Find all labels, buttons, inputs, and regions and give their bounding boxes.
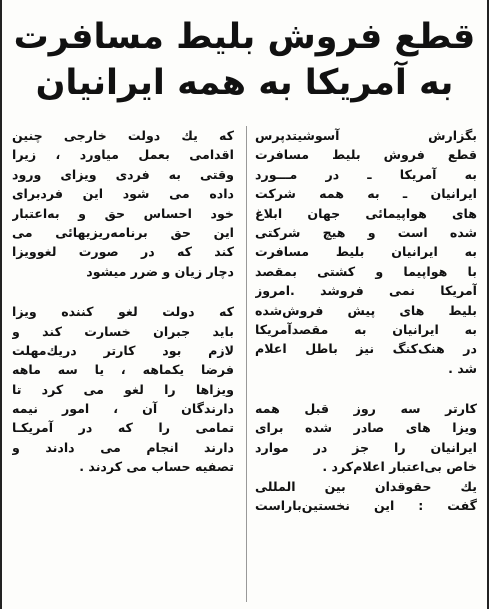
text-line: بگزارش آسوشیتدپرس — [255, 128, 477, 143]
headline-line-2: به آمریکا به همه ایرانیان — [35, 63, 454, 103]
column-divider — [246, 126, 247, 602]
text-line: لازم بود کارتر دریك‌مهلت — [12, 342, 234, 358]
text-line: باید جبران خسارت کند و — [12, 323, 234, 339]
text-line: دچار زیان و ضرر میشود — [86, 263, 234, 279]
paragraph-1 — [255, 126, 477, 378]
text-line: خود احساس حق و به‌اعتبار — [12, 205, 234, 221]
text-line: که دولت لغو کننده ویزا — [12, 304, 234, 320]
text-line: در هنک‌کنگ نیز باطل اعلام — [255, 341, 477, 357]
text-line: به ایرانیان به مقصدآمریکا — [255, 321, 477, 337]
text-line: دارندگان آن ، امور نیمه — [12, 401, 234, 417]
text-line: با هواپیما و کشتی بمقصد — [255, 263, 477, 279]
text-line: آمریکا نمی فروشد .امروز — [255, 283, 477, 299]
paragraph-2 — [255, 399, 477, 477]
text-line: وقتی به فردی ویزای ورود — [12, 166, 234, 182]
text-line: دارند انجام می دادند و — [12, 439, 234, 455]
text-line: یك حقوقدان بین المللی — [255, 478, 477, 494]
text-line: ایرانیان ـ به همه شرکت — [255, 186, 477, 202]
text-line: کند که در صورت لغوویزا — [12, 244, 234, 260]
text-line: اقدامی بعمل میاورد ، زیرا — [12, 147, 234, 163]
text-line: این حق برنامه‌ریزیهائی می — [12, 224, 234, 240]
text-line: قطع فروش بلیط مسافرت — [255, 147, 477, 163]
text-line: به ایرانیان بلیط مسافرت — [255, 244, 477, 260]
text-line: بلیط های پیش فروش‌شده — [255, 302, 477, 318]
paragraph-3 — [255, 477, 477, 516]
text-line: به آمریکا ـ در مـــورد — [255, 166, 477, 182]
text-line: داده می شود این فردبرای — [12, 186, 234, 202]
text-line: شده است و هیچ شرکتی — [255, 224, 477, 240]
text-line: شد . — [448, 360, 477, 376]
left-column — [12, 126, 234, 477]
text-line: ایرانیان را جز در موارد — [255, 439, 477, 455]
headline-line-1: قطع فروش بلیط مسافرت — [13, 17, 476, 57]
paragraph-gap — [12, 281, 234, 302]
text-line: گفت : این نخستین‌باراست — [255, 498, 477, 514]
text-line: ویزاها را لغو می کرد تا — [12, 381, 234, 397]
text-line: که یك دولت خارجی چنین — [12, 128, 234, 143]
text-line: تمامی را که در آمریکـا — [12, 420, 234, 436]
text-line: خاص بی‌اعتبار اعلام‌کرد . — [322, 459, 477, 475]
text-line: ویزا های صادر شده برای — [255, 420, 477, 436]
paragraph-5 — [12, 302, 234, 477]
text-line: تصفیه حساب می کردند . — [79, 459, 234, 475]
right-column — [255, 126, 477, 515]
text-line: کارتر سه روز قبل همه — [255, 401, 477, 417]
text-line: های هواپیمائی جهان ابلاغ — [255, 205, 477, 221]
paragraph-gap — [255, 378, 477, 399]
paragraph-4 — [12, 126, 234, 281]
text-line: فرضا یکماهه ، یا سه ماهه — [12, 362, 234, 378]
